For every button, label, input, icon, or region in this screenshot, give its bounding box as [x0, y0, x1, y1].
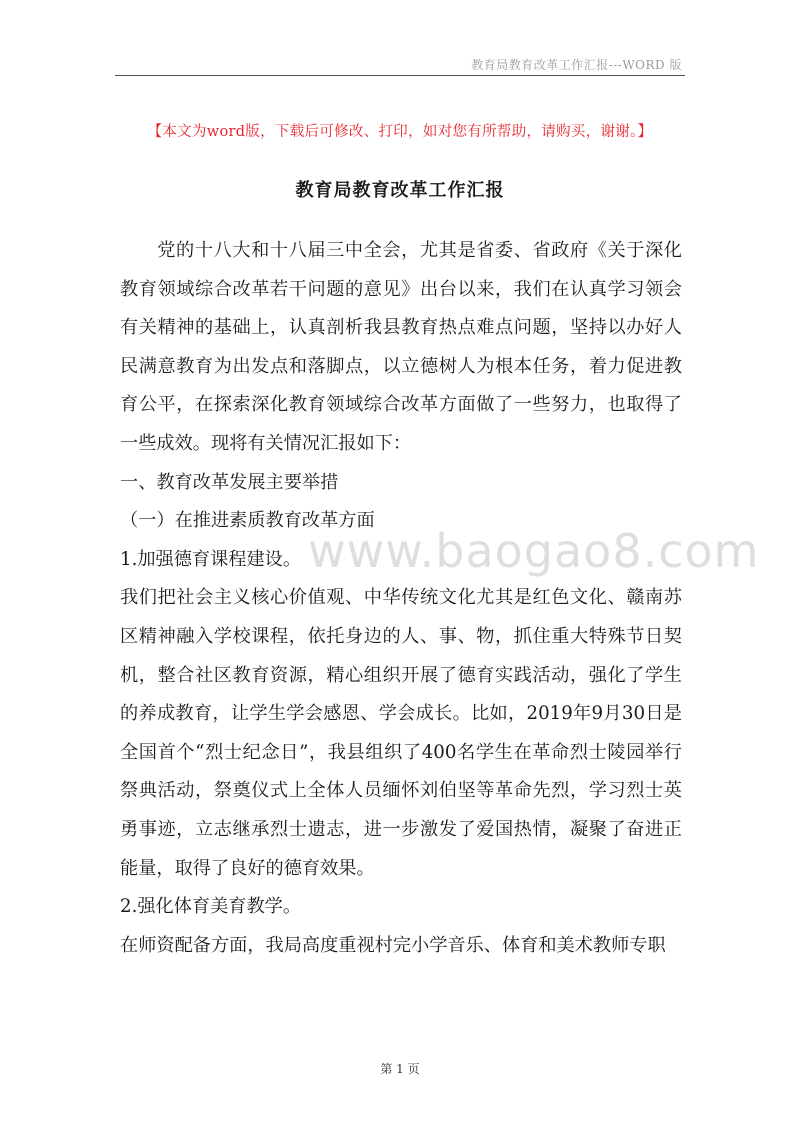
document-title: 教育局教育改革工作汇报	[295, 180, 505, 201]
header-divider	[115, 75, 685, 76]
document-body	[120, 232, 682, 965]
item-1-title: 1.加强德育课程建设。	[120, 548, 302, 570]
item-1-paragraph: 我们把社会主义核心价值观、中华传统文化尤其是红色文化、赣南苏区精神融入学校课程，依托身边的人、事、物，抓住重大特殊节日契机，整合社区教育资源，精心组织开展了德育实践活动，强化了学生的养成教育，让学生学会感恩、学会成长。比如，2019年9月30日是全国首个“烈士纪念日”，我县组织了400名学生在革命烈士陵园举行祭典活动，祭奠仪式上全体人员缅怀刘伯坚等革命先烈，学习烈士英勇事迹，立志继承烈士遗志，进一步激发了爱国热情，凝聚了奋进正能量，取得了良好的德育效果。	[120, 587, 682, 879]
item-2-paragraph: 在师资配备方面，我局高度重视村完小学音乐、体育和美术教师专职	[120, 934, 666, 956]
watermark: www.baogao8.com	[308, 524, 760, 578]
intro-paragraph: 党的十八大和十八届三中全会，尤其是省委、省政府《关于深化教育领域综合改革若干问题的意见》出台以来，我们在认真学习领会有关精神的基础上，认真剖析我县教育热点难点问题，坚持以办好人民满意教育为出发点和落脚点，以立德树人为根本任务，着力促进教育公平，在探索深化教育领域综合改革方面做了一些努力，也取得了一些成效。现将有关情况汇报如下：	[120, 240, 682, 454]
download-notice: 【本文为word版，下载后可修改、打印，如对您有所帮助，请购买，谢谢。】	[147, 124, 653, 140]
section-heading-1: 一、教育改革发展主要举措	[120, 471, 339, 493]
item-2-title: 2.强化体育美育教学。	[120, 896, 302, 918]
page-number: 第 1 页	[380, 1062, 420, 1076]
page-header-text: 教育局教育改革工作汇报---WORD 版	[471, 58, 682, 72]
subsection-heading-1: （一）在推进素质教育改革方面	[120, 510, 375, 532]
